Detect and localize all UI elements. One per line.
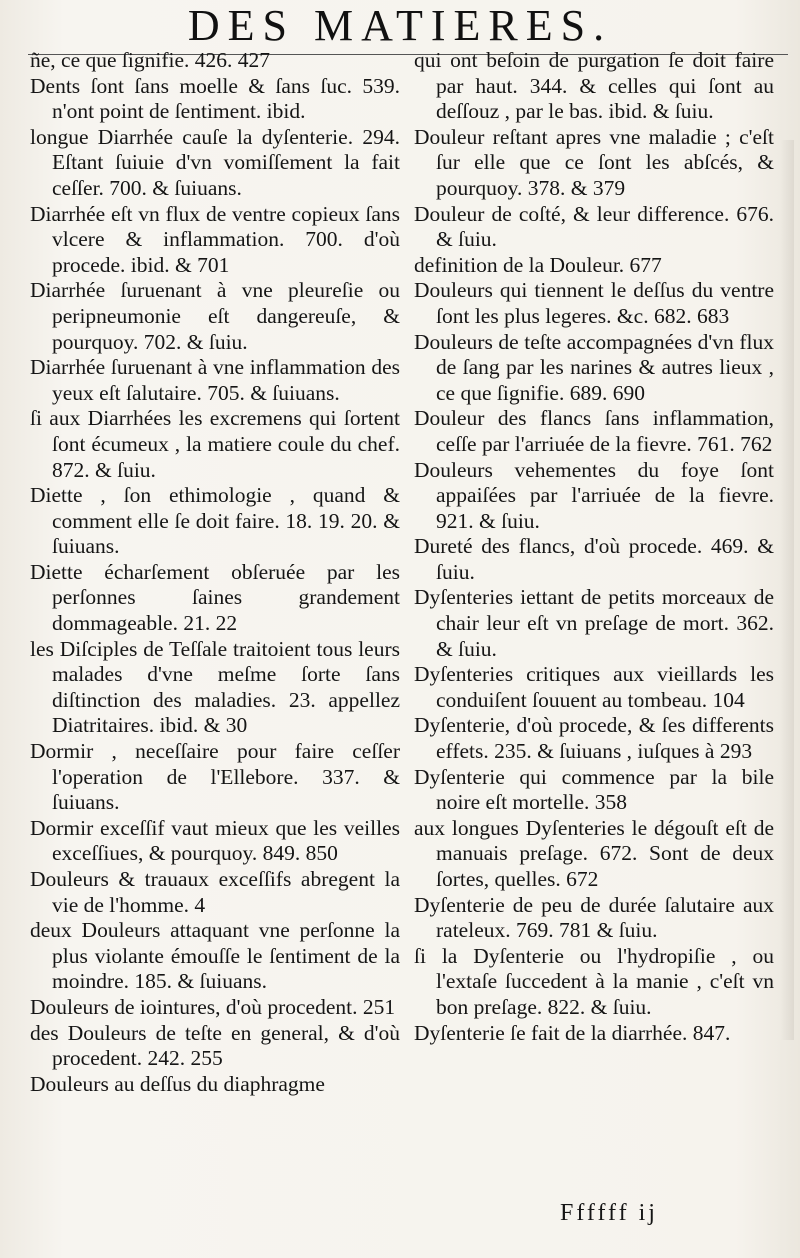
index-entry: Dyſenterie de peu de durée ſalutaire aux rateleux. 769. 781 & ſuiu.: [414, 892, 774, 943]
index-entry: Douleurs qui tiennent le deſſus du ventre ſont les plus legeres. &c. 682. 683: [414, 278, 774, 328]
index-entry: Douleurs & trauaux exceſſifs abregent la vie de l'homme. 4: [30, 867, 400, 917]
index-entry: Douleur de coſté, & leur difference. 676. & ſuiu.: [414, 201, 774, 252]
index-entry: Douleur reſtant apres vne maladie ; c'eſt ſur elle que ce ſont les abſcés, & pourquoy. 378. & 379: [414, 124, 774, 200]
index-entry: Dents ſont ſans moelle & ſans ſuc. 539. n'ont point de ſentiment. ibid.: [30, 73, 400, 124]
index-entry: definition de la Douleur. 677: [414, 252, 662, 277]
left-column: [30, 48, 400, 1097]
index-entry: Dormir , neceſſaire pour faire ceſſer l'operation de l'Ellebore. 337. & ſuiuans.: [30, 739, 400, 815]
index-entry: Douleurs de teſte accompagnées d'vn flux de ſang par les narines & autres lieux , ce que ſignifie. 689. 690: [414, 329, 774, 405]
index-entry: Douleurs de iointures, d'où procedent. 251: [30, 994, 396, 1019]
index-entry: Dyſenteries critiques aux vieillards les conduiſent ſouuent au tombeau. 104: [414, 662, 774, 712]
index-entry: Douleurs au deſſus du diaphragme: [30, 1071, 325, 1096]
right-column: [414, 48, 774, 1046]
index-entry: Diette , ſon ethimologie , quand & comment elle ſe doit faire. 18. 19. 20. & ſuiuans.: [30, 483, 400, 559]
index-entry: Dureté des flancs, d'où procede. 469. & ſuiu.: [414, 534, 774, 584]
index-entry: Diarrhée eſt vn flux de ventre copieux ſans vlcere & inflammation. 700. d'où procede. ibid. & 701: [30, 201, 400, 277]
index-entry: ſi aux Diarrhées les excremens qui ſortent ſont écumeux , la matiere coule du chef. 872. & ſuiu.: [30, 406, 400, 482]
index-entry: ñe, ce que ſignifie. 426. 427: [30, 48, 271, 72]
index-entry: des Douleurs de teſte en general, & d'où procedent. 242. 255: [30, 1020, 400, 1071]
index-entry: Dyſenterie qui commence par la bile noire eſt mortelle. 358: [414, 764, 774, 815]
index-entry: Diette écharſement obſeruée par les perſonnes ſaines grandement dommageable. 21. 22: [30, 559, 400, 636]
index-entry: Dormir exceſſif vaut mieux que les veilles exceſſiues, & pourquoy. 849. 850: [30, 815, 400, 866]
index-entry: ſi la Dyſenterie ou l'hydropiſie , ou l'extaſe ſuccedent à la manie , c'eſt vn bon preſage. 822. & ſuiu.: [414, 943, 774, 1019]
page-edge-shadow: [780, 140, 794, 1040]
signature-mark: Ffffff ij: [560, 1200, 658, 1226]
index-entry: Douleur des flancs ſans inflammation, ceſſe par l'arriuée de la fievre. 761. 762: [414, 406, 774, 456]
index-entry: aux longues Dyſenteries le dégouſt eſt de manuais preſage. 672. Sont de deux ſortes, quelles. 672: [414, 815, 774, 891]
index-entry: Dyſenteries iettant de petits morceaux de chair leur eſt vn preſage de mort. 362. & ſuiu.: [414, 585, 774, 661]
index-entry: qui ont beſoin de purgation ſe doit faire par haut. 344. & celles qui ſont au deſſouz , par le bas. ibid. & ſuiu.: [414, 48, 774, 124]
page-header: DES MATIERES.: [187, 1, 613, 50]
index-entry: Dyſenterie ſe fait de la diarrhée. 847.: [414, 1020, 731, 1045]
index-entry: deux Douleurs attaquant vne perſonne la plus violante émouſſe le ſentiment de la moindre. 185. & ſuiuans.: [30, 918, 400, 994]
index-entry: longue Diarrhée cauſe la dyſenterie. 294. Eſtant ſuiuie d'vn vomiſſement la fait ceſſer. 700. & ſuiuans.: [30, 124, 400, 200]
index-entry: Douleurs vehementes du foye ſont appaiſées par l'arriuée de la fievre. 921. & ſuiu.: [414, 457, 774, 533]
index-entry: Dyſenterie, d'où procede, & ſes differents effets. 235. & ſuiuans , iuſques à 293: [414, 713, 774, 764]
index-entry: Diarrhée ſuruenant à vne inflammation des yeux eſt ſalutaire. 705. & ſuiuans.: [30, 355, 400, 405]
index-entry: Diarrhée ſuruenant à vne pleureſie ou peripneumonie eſt dangereuſe, & pourquoy. 702. & ſuiu.: [30, 278, 400, 354]
index-entry: les Diſciples de Teſſale traitoient tous leurs malades d'vne meſme ſorte ſans diſtinction des maladies. 23. appellez Diatritaires. ibid. & 30: [30, 636, 400, 738]
